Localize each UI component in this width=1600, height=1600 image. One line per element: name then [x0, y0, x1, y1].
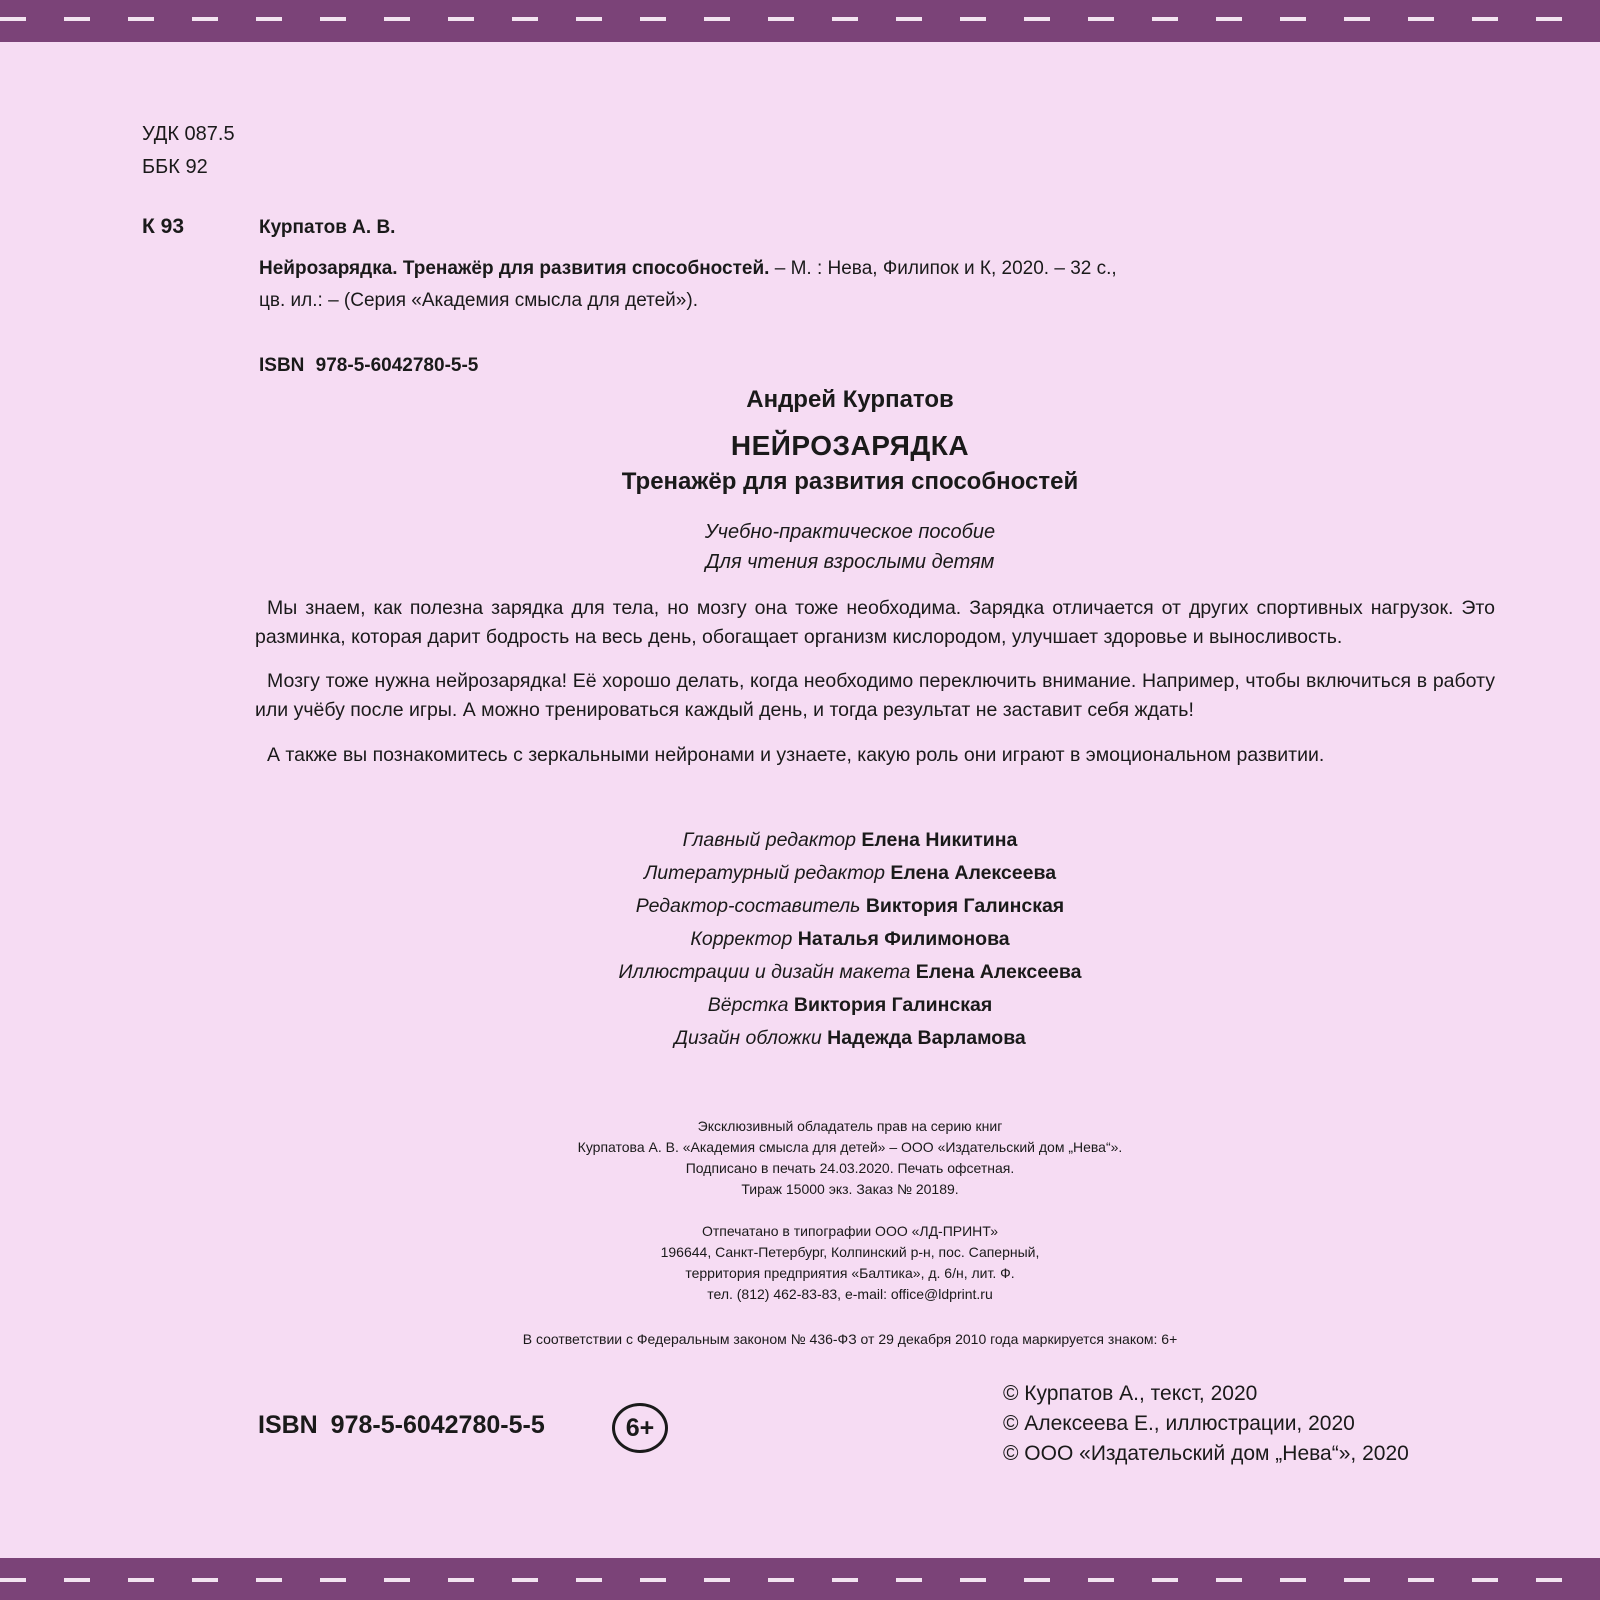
copyright-line: © Алексеева Е., иллюстрации, 2020	[1003, 1412, 1355, 1435]
printer-line: Отпечатано в типографии ООО «ЛД-ПРИНТ»	[701, 1223, 999, 1239]
credit-role: Корректор	[690, 928, 793, 950]
catalog-isbn: ISBN 978-5-6042780-5-5	[259, 355, 479, 376]
catalog-title-line	[259, 258, 1117, 280]
credit-role: Главный редактор	[682, 829, 856, 851]
bottom-dashed-line	[0, 1578, 1600, 1582]
credit-role: Вёрстка	[707, 994, 789, 1016]
top-dashed-line	[0, 17, 1600, 21]
credit-line	[500, 829, 1200, 852]
catalog-publication: – М. : Нева, Филипок и К, 2020. – 32 с.,	[769, 258, 1117, 279]
udk-code: УДК 087.5	[142, 123, 235, 145]
credit-person: Елена Алексеева	[890, 862, 1057, 884]
credit-person: Виктория Галинская	[793, 994, 993, 1016]
book-subtitle: Тренажёр для развития способностей	[621, 468, 1079, 495]
book-title: НЕЙРОЗАРЯДКА	[730, 430, 970, 461]
imprint-line: Курпатова А. В. «Академия смысла для детей» – ООО «Издательский дом „Нева“».	[577, 1139, 1123, 1155]
footer-isbn: ISBN 978-5-6042780-5-5	[258, 1411, 545, 1439]
credit-line	[500, 1027, 1200, 1050]
bottom-border-band	[0, 1558, 1600, 1600]
bbk-code: ББК 92	[142, 156, 208, 178]
credit-line	[500, 895, 1200, 918]
credit-person: Виктория Галинская	[865, 895, 1065, 917]
credit-role: Литературный редактор	[643, 862, 885, 884]
annotation-paragraph-3: А также вы познакомитесь с зеркальными нейронами и узнаете, какую роль они играют в эмоциональном развитии.	[267, 744, 1325, 766]
book-audience: Для чтения взрослыми детям	[705, 551, 995, 573]
book-author: Андрей Курпатов	[746, 386, 954, 413]
imprint-line: Эксклюзивный обладатель прав на серию книг	[697, 1118, 1003, 1134]
copyright-line: © Курпатов А., текст, 2020	[1003, 1382, 1258, 1405]
credit-line	[500, 928, 1200, 951]
credit-person: Надежда Варламова	[827, 1027, 1026, 1049]
credit-line	[500, 994, 1200, 1017]
imprint-line: Тираж 15000 экз. Заказ № 20189.	[741, 1181, 959, 1197]
author-sign: К 93	[142, 215, 185, 238]
credit-line	[500, 862, 1200, 885]
copyright-line: © ООО «Издательский дом „Нева“», 2020	[1003, 1442, 1409, 1465]
imprint-line: Подписано в печать 24.03.2020. Печать офсетная.	[685, 1160, 1015, 1176]
printer-line: 196644, Санкт-Петербург, Колпинский р-н, пос. Саперный,	[660, 1244, 1040, 1260]
catalog-title: Нейрозарядка. Тренажёр для развития способностей.	[259, 258, 770, 279]
credit-role: Редактор-составитель	[635, 895, 861, 917]
age-law-notice: В соответствии с Федеральным законом № 436-ФЗ от 29 декабря 2010 года маркируется знаком: 6+	[522, 1331, 1178, 1347]
age-rating-badge: 6+	[612, 1403, 668, 1453]
printer-line: тел. (812) 462-83-83, e-mail: office@ldprint.ru	[707, 1286, 993, 1302]
annotation-paragraph-2: Мозгу тоже нужна нейрозарядка! Её хорошо делать, когда необходимо переключить внимание. Например, чтобы включиться в работу или учёбу после игры. А можно тренироваться каждый день, и тогда результат не заставит себя ждать!	[255, 670, 1495, 721]
credit-line	[500, 961, 1200, 984]
catalog-author: Курпатов А. В.	[259, 217, 396, 238]
book-genre: Учебно-практическое пособие	[704, 521, 996, 543]
credit-person: Наталья Филимонова	[797, 928, 1010, 950]
annotation-paragraph-1: Мы знаем, как полезна зарядка для тела, но мозгу она тоже необходима. Зарядка отличается от других спортивных нагрузок. Это разминка, которая дарит бодрость на весь день, обогащает организм кислородом, улучшает здоровье и выносливость.	[255, 597, 1495, 648]
top-border-band	[0, 0, 1600, 42]
credit-person: Елена Алексеева	[915, 961, 1082, 983]
printer-line: территория предприятия «Балтика», д. 6/н, лит. Ф.	[685, 1265, 1015, 1281]
credit-person: Елена Никитина	[861, 829, 1018, 851]
catalog-series-line: цв. ил.: – (Серия «Академия смысла для детей»).	[259, 290, 698, 311]
credit-role: Иллюстрации и дизайн макета	[618, 961, 911, 983]
credit-role: Дизайн обложки	[674, 1027, 822, 1049]
